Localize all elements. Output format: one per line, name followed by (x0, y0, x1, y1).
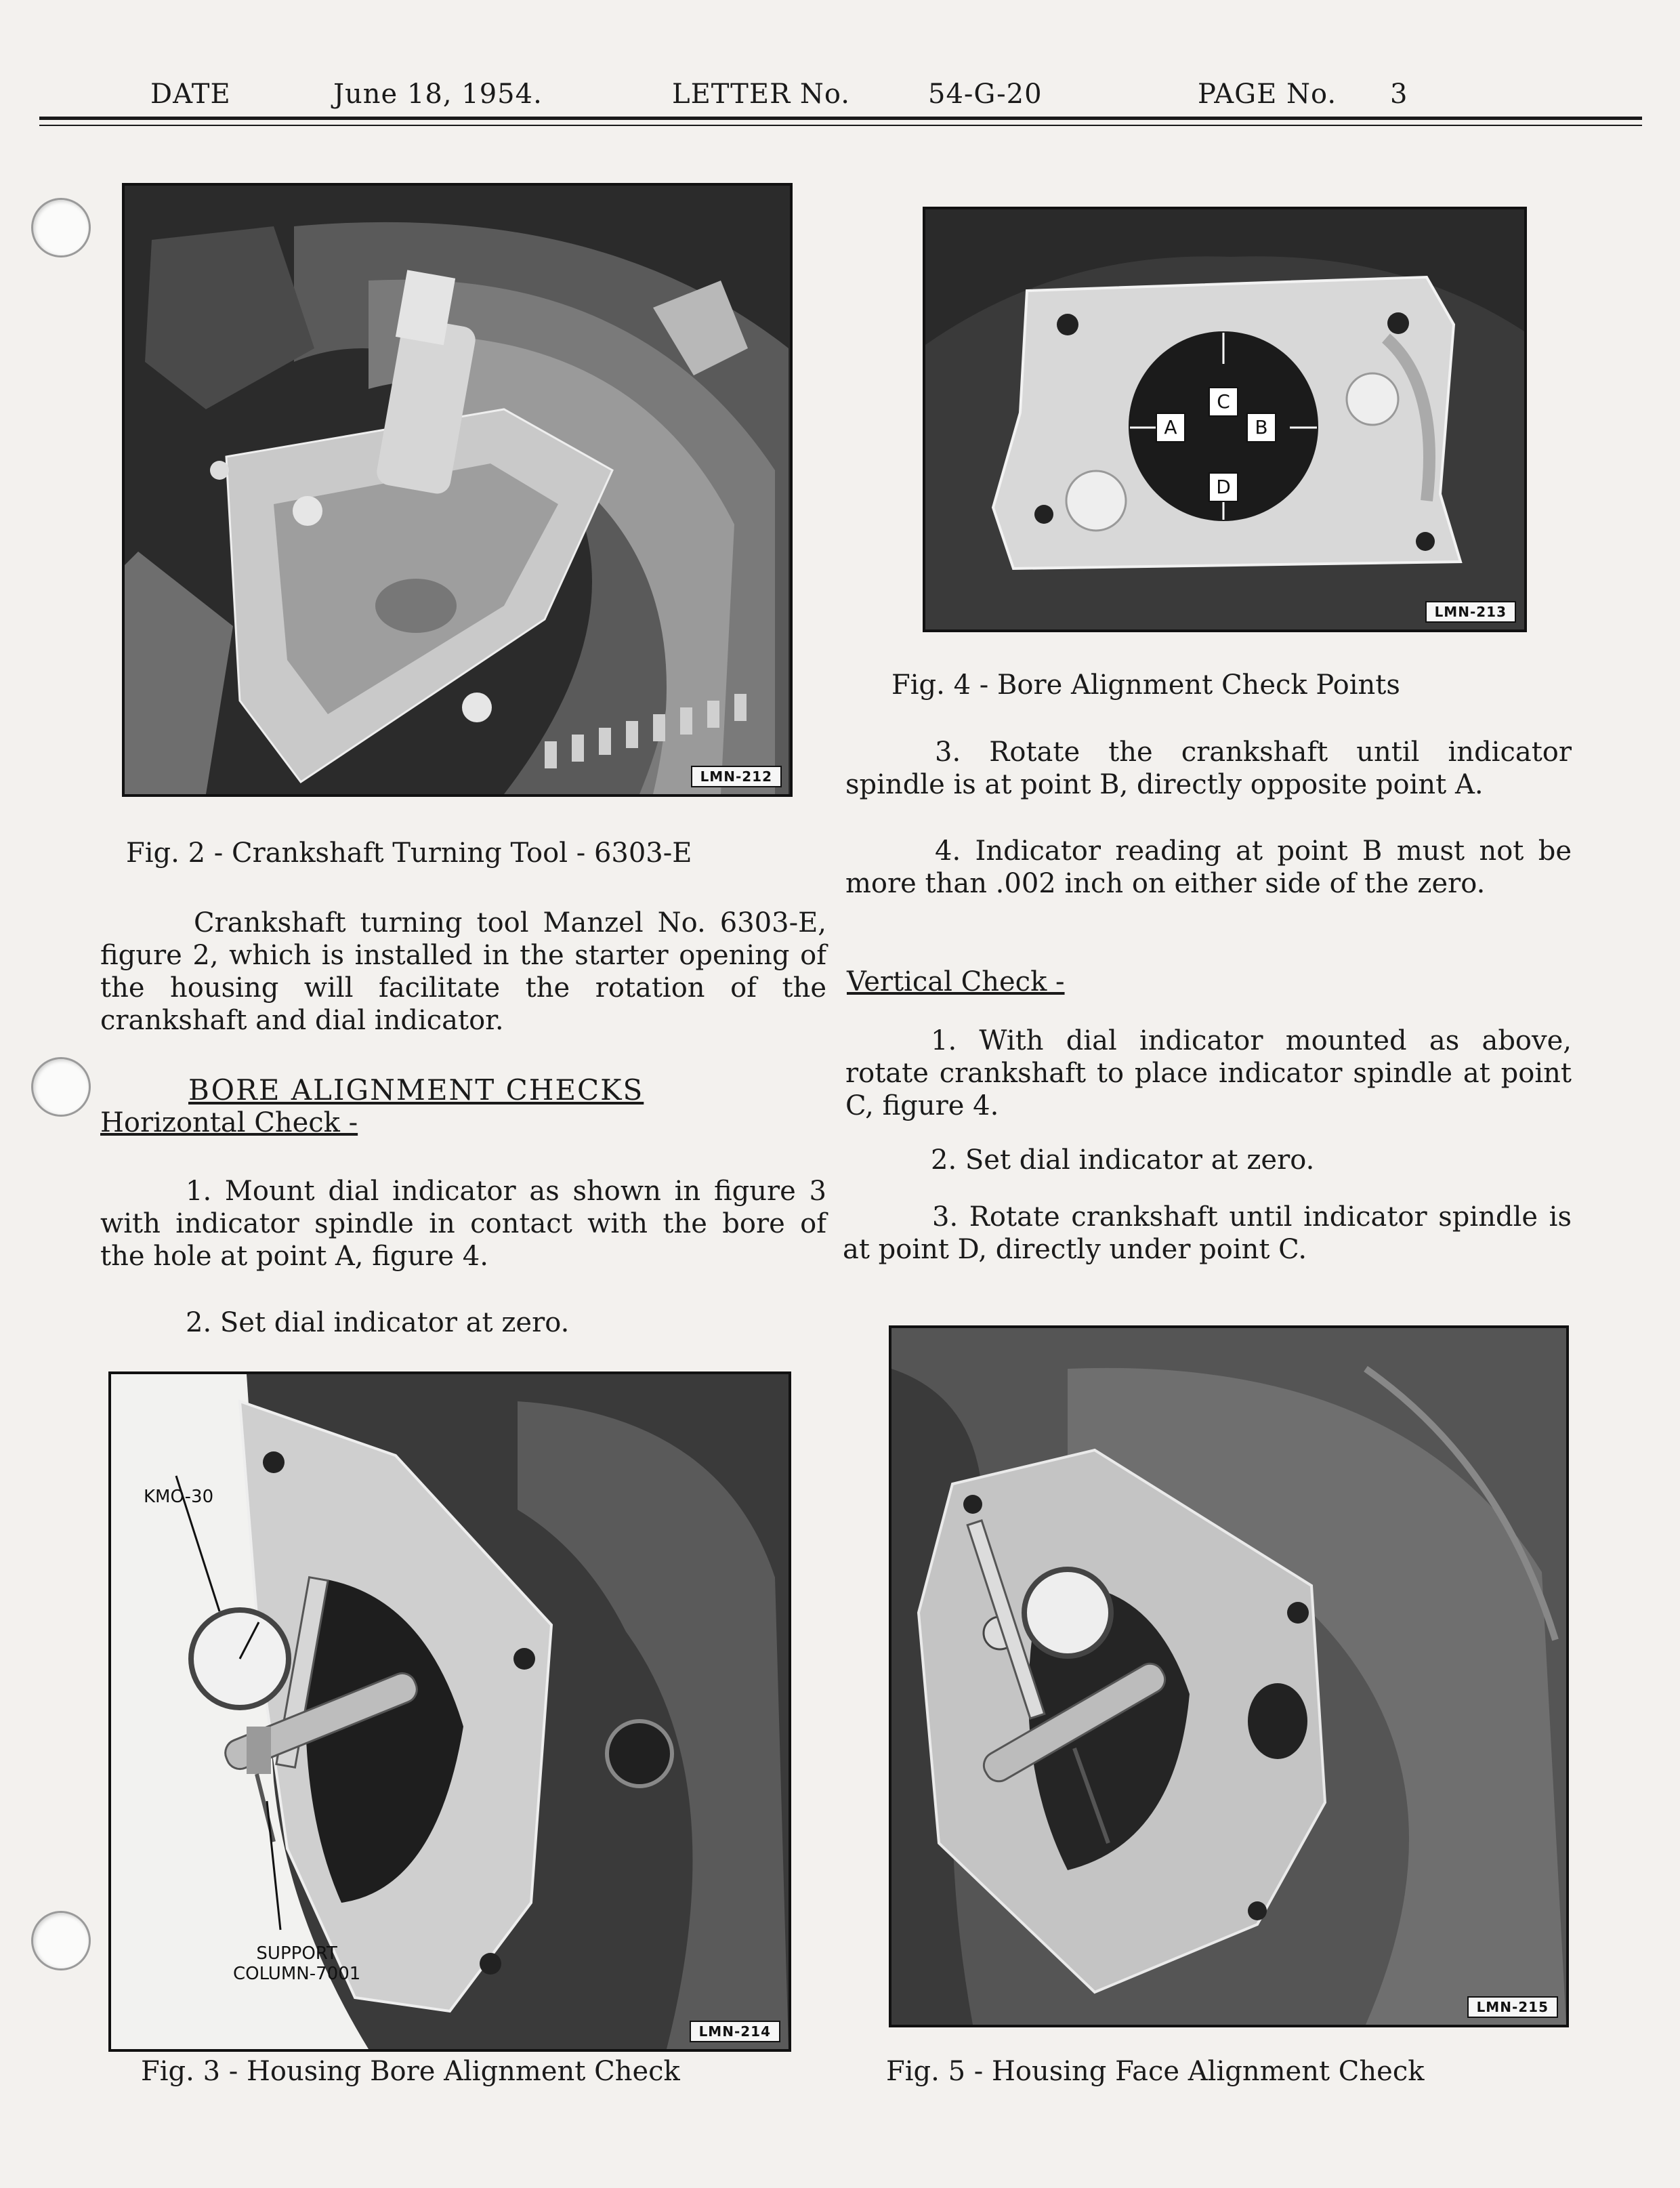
right-vstep2-text: 2. Set dial indicator at zero. (931, 1144, 1315, 1176)
fig2-illustration (125, 186, 790, 794)
fig3-photo (108, 1371, 791, 2052)
fig5-tag: LMN-215 (1467, 1996, 1558, 2018)
right-step4-text: 4. Indicator reading at point B must not be more than .002 inch on either side of the zero. (845, 835, 1572, 899)
fig5-photo (889, 1325, 1569, 2027)
binder-hole-bottom (31, 1911, 91, 1970)
fig3-label-support (233, 1943, 360, 1984)
fig2-tag: LMN-212 (691, 766, 782, 787)
fig4-photo (923, 207, 1527, 632)
letter-value: 54-G-20 (928, 79, 1043, 110)
right-step4 (845, 835, 1572, 900)
letter-label: LETTER No. (672, 79, 850, 110)
left-intro-text: Crankshaft turning tool Manzel No. 6303-E, figure 2, which is installed in the starter opening of the housing will facilitate the rotation of the crankshaft and dial indicator. (100, 907, 826, 1036)
right-vstep2 (845, 1144, 1572, 1176)
right-vstep1-text: 1. With dial indicator mounted as above, rotate crankshaft to place indicator spindle at point C, figure 4. (845, 1025, 1572, 1121)
fig4-point-d: D (1209, 472, 1238, 502)
header-rule-thick (39, 117, 1642, 120)
fig4-caption: Fig. 4 - Bore Alignment Check Points (891, 669, 1400, 701)
header-rule-thin (39, 125, 1642, 126)
fig5-illustration (891, 1328, 1566, 2025)
left-intro (100, 907, 826, 1037)
fig2-caption: Fig. 2 - Crankshaft Turning Tool - 6303-E (126, 838, 692, 869)
right-vstep3 (843, 1201, 1572, 1266)
fig3-caption: Fig. 3 - Housing Bore Alignment Check (141, 2056, 680, 2087)
fig4-point-a: A (1156, 413, 1185, 442)
fig4-tag: LMN-213 (1425, 601, 1516, 623)
fig4-point-b: B (1246, 413, 1276, 442)
fig5-caption: Fig. 5 - Housing Face Alignment Check (886, 2056, 1425, 2087)
fig3-illustration (111, 1374, 789, 2049)
left-step2-text: 2. Set dial indicator at zero. (186, 1307, 570, 1338)
left-step1 (100, 1175, 826, 1273)
right-vstep1 (845, 1025, 1572, 1122)
binder-hole-middle (31, 1057, 91, 1117)
date-value: June 18, 1954. (333, 79, 543, 110)
fig3-label-support-line2: COLUMN-7001 (233, 1964, 361, 1984)
fig3-label-gauge: KMO-30 (144, 1487, 214, 1507)
fig3-label-support-line1: SUPPORT (256, 1943, 337, 1964)
fig3-tag: LMN-214 (690, 2021, 780, 2042)
fig4-point-c: C (1209, 387, 1238, 417)
bore-alignment-heading: BORE ALIGNMENT CHECKS (188, 1073, 644, 1107)
binder-hole-top (31, 198, 91, 257)
page-label: PAGE No. (1198, 79, 1337, 110)
vertical-check-heading: Vertical Check - (847, 966, 1065, 997)
right-step3-text: 3. Rotate the crankshaft until indicator spindle is at point B, directly opposite point A. (845, 737, 1572, 800)
date-label: DATE (150, 79, 231, 110)
left-step1-text: 1. Mount dial indicator as shown in figure 3 with indicator spindle in contact with the bore of the hole at point A, figure 4. (100, 1176, 826, 1272)
horizontal-check-heading: Horizontal Check - (100, 1107, 358, 1138)
right-step3 (845, 736, 1572, 801)
fig4-illustration (925, 209, 1524, 629)
page-value: 3 (1390, 79, 1408, 110)
right-vstep3-text: 3. Rotate crankshaft until indicator spindle is at point D, directly under point C. (843, 1201, 1572, 1265)
left-step2 (100, 1306, 826, 1339)
fig2-photo (122, 183, 793, 797)
